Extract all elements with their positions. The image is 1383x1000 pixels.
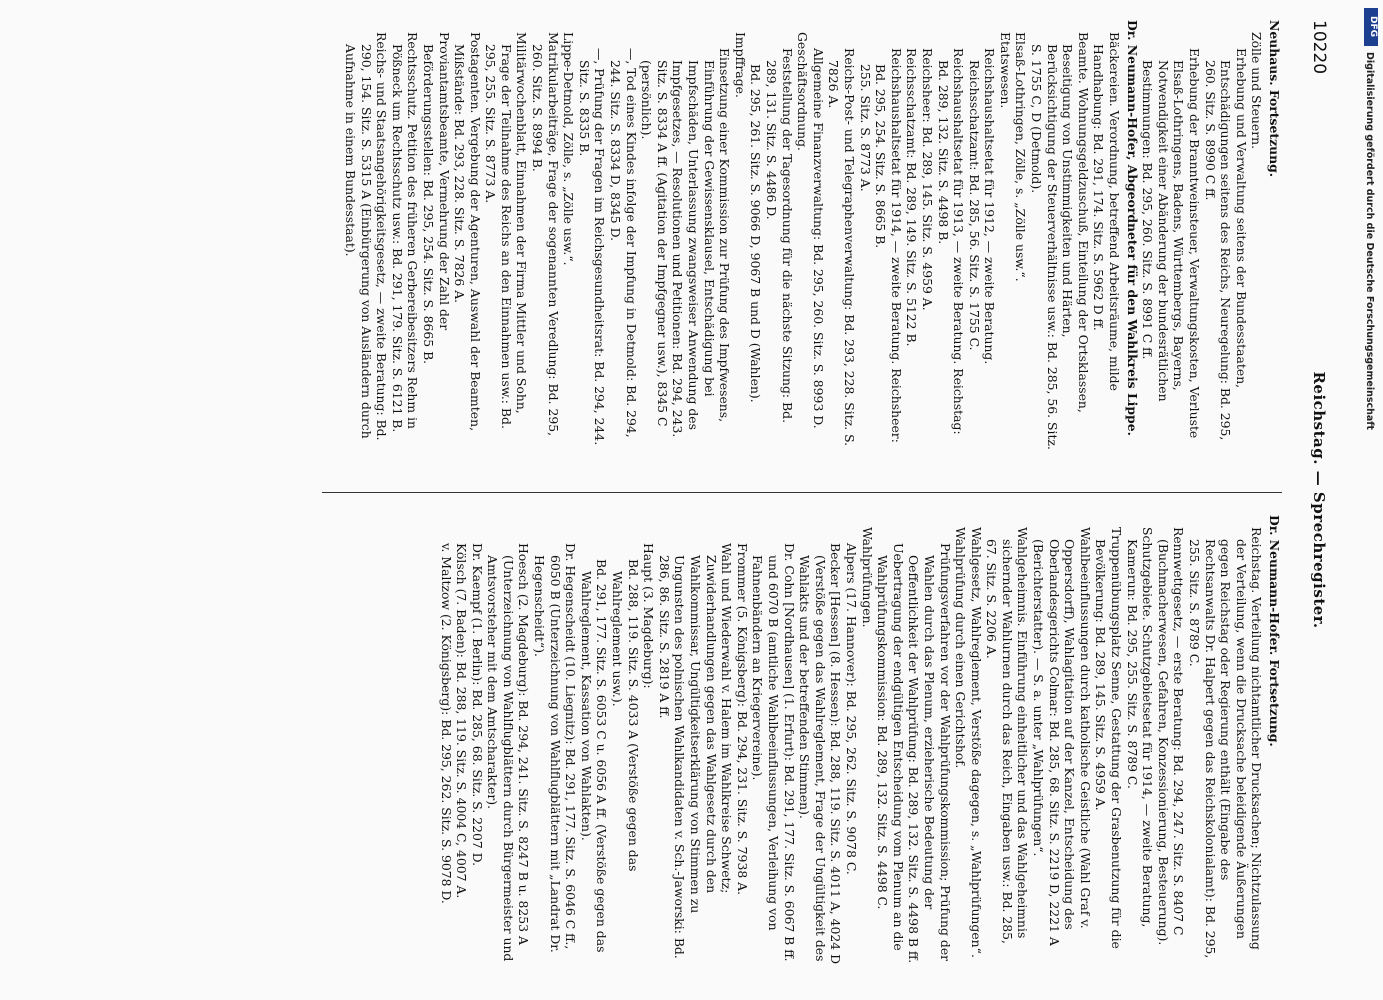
register-entry: Rechtsschutz. Petition des früheren Gerbereibesitzers Rehm in Pößneck um Rechtsschutz usw.: Bd. 291, 179. Sitz. S. 6121 B.	[389, 32, 421, 433]
register-entry: Erhebung der Branntweinsteuer, Verwaltungskosten, Verluste Elsaß-Lothringens, Badens, Württembergs, Bayerns, Notwendigkeit einer Abänderung der bundesrätlichen Bestimmungen: Bd. 295, 260. Sitz. S. 8991 C ff.	[1140, 48, 1203, 439]
column-divider	[322, 492, 1282, 493]
register-entry: Zölle und Steuern.	[1249, 32, 1265, 150]
register-entry: Bd. 291, 177. Sitz. S. 6053 C u. 6056 A ff. (Verstöße gegen das Wahlreglement, Kassation von Wahlakten).	[578, 559, 610, 953]
register-entry: Reichsheer: Bd. 289, 145. Sitz. S. 4959 A.	[919, 48, 935, 311]
register-entry: Rennwettgesetz, — erste Beratung: Bd. 294, 247. Sitz. S. 8407 C (Buchmacherwesen, Gefahren, Konzessionierung, Besteuerung).	[1155, 527, 1187, 946]
register-entry: Reichshaushaltsetat für 1914, — zweite Beratung. Reichsheer:	[888, 48, 904, 443]
register-entry: Kölsch (7. Baden): Bd. 288, 119. Sitz. S. 4004 C, 4007 A.	[454, 543, 470, 899]
register-entry: Hoesch (2. Magdeburg): Bd. 294, 241. Sitz. S. 8247 B u. 8253 A (Unterzeichnung von Wahlflugblättern durch Bürgermeister und Amtsvorsteher mit dem Amtscharakter).	[485, 543, 532, 962]
register-entry: Wahlbeeinflussungen durch katholische Geistliche (Wahl Graf v. Oppersdorff), Wahlagitation auf der Kanzel, Entscheidung des Oberlandesgerichts Colmar: Bd. 285, 68. Sitz. S. 2219 D, 2221 A (Berichterstatter). — S. a. unter „Wahlprüfungen“.	[1031, 527, 1093, 946]
register-entry: Postagenten. Vergebung der Agenturen, Auswahl der Beamten, Mißstände: Bd. 293, 228. Sitz. S. 7826 A.	[452, 32, 483, 432]
register-entry: Erhebung und Verwaltung seitens der Bundesstaaten, Entschädigungen seitens des Reichs, Neuregelung: Bd. 295, 260. Sitz. S. 8990 C ff.	[1202, 48, 1249, 441]
register-entry: Bd. 295, 261. Sitz. S. 9066 D, 9067 B und D (Wahlen).	[748, 64, 764, 403]
digitization-sidebar	[1362, 8, 1380, 993]
register-entry: Uebertragung der endgültigen Entscheidung vom Plenum an die Wahlprüfungskommission: Bd. 289, 132. Sitz. S. 4498 C.	[875, 543, 906, 951]
register-entry: Bd. 288, 119. Sitz. S. 4033 A (Verstöße gegen das Wahlreglement usw.).	[610, 559, 641, 872]
register-entry: Dr. Cohn [Nordhausen] (1. Erfurt): Bd. 291, 177. Sitz. S. 6067 B ff. und 6070 B (amtliche Wahlbeeinflussungen, Verleihung von Fahnenbändern an Kriegervereine).	[750, 543, 797, 962]
rotated-page-content	[50, 20, 1330, 980]
register-entry: Haupt (3. Magdeburg):	[641, 543, 657, 689]
register-entry: Reichs- und Staatsangehörigkeitsgesetz, — zweite Beratung: Bd. 290, 154. Sitz. S. 5315 A (Einbürgerung von Ausländern durch Aufnahme in einem Bundesstaat).	[342, 32, 390, 441]
dfg-logo: DFG	[1364, 8, 1378, 46]
register-entry: Reichs-Post- und Telegraphenverwaltung: Bd. 293, 228. Sitz. S. 7826 A.	[826, 48, 857, 447]
page-number: 10220	[1309, 20, 1329, 75]
page-header	[1290, 20, 1330, 980]
register-entry: Wahlgesetz, Wahlreglement, Verstöße dagegen, s. „Wahlprüfungen“.	[968, 527, 984, 958]
register-heading: Dr. Neumann-Hofer. Fortsetzung.	[1267, 515, 1282, 747]
register-entry: Beamte. Wohnungsgeldzuschuß, Einteilung der Ortsklassen, Beseitigung von Unstimmigkeiten und Härten, Berücksichtigung der Steuerverhältnisse usw.: Bd. 285, 56. Sitz. S. 1755 C, D (Detmold).	[1029, 32, 1091, 450]
register-entry: Impffrage.	[732, 32, 748, 98]
register-entry: Wahlprüfung durch einen Gerichtshof.	[953, 527, 969, 769]
register-entry: Matrikularbeiträge, Frage der sogenannten Veredlung: Bd. 295, 260. Sitz. S. 8994 B.	[530, 32, 561, 437]
register-entry: 255. Sitz. S. 8773 A.	[857, 64, 873, 192]
register-entry: Dr. Kaempf (1. Berlin): Bd. 285, 68. Sitz. S. 2207 D.	[469, 543, 485, 867]
register-heading: Dr. Neumann-Hofer, Abgeordneter für den Wahlkreis Lippe.	[1124, 20, 1140, 436]
register-entry: v. Maltzow (2. Königsberg): Bd. 295, 262. Sitz. S. 9078 D.	[438, 543, 454, 904]
register-entry: Allgemeine Finanzverwaltung: Bd. 295, 260. Sitz. S. 8993 D.	[810, 48, 826, 429]
register-entry: Alpers (17. Hannover): Bd. 295, 262. Sitz. S. 9078 C.	[843, 543, 859, 875]
register-entry: Wahlprüfungen.	[859, 527, 875, 628]
register-entry: Truppenübungsplatz Senne, Gestattung der Grasbenutzung für die Bevölkerung: Bd. 289, 145. Sitz. S. 4959 A.	[1093, 527, 1125, 949]
register-entry: Elsaß-Lothringen, Zölle, s. „Zölle usw.“.	[1013, 32, 1029, 282]
register-entry: Geschäftsordnung.	[795, 32, 811, 151]
register-entry: Proviantamtsbeamte, Vermehrung der Zahl der Beförderungsstellen: Bd. 295, 254. Sitz. S. 8665 B.	[420, 32, 452, 365]
register-entry: Etatswesen.	[997, 32, 1013, 109]
register-entry: Reichshaushaltsetat für 1913, — zweite Beratung. Reichstag: Bd. 289, 132. Sitz. S. 4498 B.	[935, 48, 967, 435]
register-entry: Militärwochenblatt, Einnahmen der Firma Mittler und Sohn, Frage der Teilnahme des Reichs an den Einnahmen usw.: Bd. 295, 255. Sitz. S. 8773 A.	[483, 32, 530, 429]
register-entry: Frommer (5. Königsberg): Bd. 294, 231. Sitz. S. 7938 A.	[734, 543, 750, 896]
register-entry: Reichshaushaltsetat für 1912, — zweite Beratung. Reichsschatzamt: Bd. 285, 56. Sitz. S. 1755 C.	[966, 48, 998, 365]
register-entry: Wahlgeheimnis. Einführung einheitlicher und das Wahlgeheimnis sichernder Wahlurnen durch das Reich, Eingaben usw.: Bd. 285, 67. Sitz. S. 2206 A.	[984, 527, 1031, 944]
register-entry: Bäckereien. Verordnung, betreffend Arbeitsräume, milde Handhabung: Bd. 291, 174. Sitz. S. 5962 D ff.	[1091, 32, 1123, 391]
register-entry: Schutzgebiete. Schutzgebietsetat für 1914, — zweite Beratung, Kamerun: Bd. 295, 255. Sitz. S. 8789 C.	[1124, 527, 1156, 928]
register-entry: Einsetzung einer Kommission zur Prüfung des Impfwesens, Einführung der Gewissensklausel, Entschädigung bei Impfschäden, Unterlassung zwangsweiser Anwendung des Impfgesetzes, — Resolutionen und Petitionen: Bd. 294, 243. Sitz. S. 8334 A ff. (Agitation der Impfgegner usw.), 8345 C (persönlich).	[639, 48, 733, 438]
register-entry: —, Tod eines Kindes infolge der Impfung in Detmold: Bd. 294, 244. Sitz. S. 8334 D, 8345 D.	[608, 48, 639, 438]
register-entry: Bd. 295, 254. Sitz. S. 8665 B.	[873, 64, 889, 249]
register-heading: Neuhaus. Fortsetzung.	[1267, 20, 1282, 178]
register-entry: Dr. Hegenscheidt (10. Liegnitz): Bd. 291, 177. Sitz. S. 6046 C ff., 6050 B (Unterzeichnung von Wahlflugblättern mit „Landrat Dr. Hegenscheidt“).	[532, 543, 579, 953]
register-entry: Reichsschatzamt: Bd. 289, 149. Sitz. S. 5122 B.	[904, 48, 920, 347]
right-column	[438, 515, 1282, 965]
running-title: Reichstag. — Sprechregister.	[1310, 371, 1328, 629]
register-entry: Prüfungsverfahren vor der Wahlprüfungskommission; Prüfung der Wahlen durch das Plenum, erzieherische Bedeutung der Oeffentlichkeit der Wahlprüfung: Bd. 289, 132. Sitz. S. 4498 B ff.	[906, 543, 953, 964]
register-entry: Lippe-Detmold, Zölle, s. „Zölle usw.“.	[561, 32, 577, 266]
register-entry: Becker [Hessen] (8. Hessen): Bd. 288, 119. Sitz. S. 4011 A, 4024 D (Verstöße gegen das Wahlreglement, Frage der Ungültigkeit des Wahlakts und der betreffenden Stimmen).	[797, 543, 844, 964]
register-entry: Wahl und Wiederwahl v. Halem im Wahlkreise Schwetz; Zuwiderhandlungen gegen das Wahlgesetz durch den Wahlkommissar, Ungültigkeitserklärung von Stimmen zu Ungunsten des polnischen Wahlkandidaten v. Sch.-Jaworski: Bd. 286, 86. Sitz. S. 2819 A ff.	[656, 543, 735, 959]
register-entry: Reichstag. Verteilung nichtamtlicher Drucksachen; Nichtzulassung der Verteilung, wenn die Drucksache beleidigende Äußerungen gegen Reichstag oder Regierung enthält (Eingabe des Rechtsanwalts Dr. Halpert gegen das Reichskolonialamt): Bd. 295, 255. Sitz. S. 8789 C.	[1187, 527, 1265, 959]
left-column	[342, 20, 1282, 450]
digitization-note: Digitalisierung gefördert durch die Deutsche Forschungsgemeinschaft	[1364, 52, 1375, 430]
register-entry: —, Prüfung der Fragen im Reichsgesundheitsrat: Bd. 294, 244. Sitz. S. 8335 B.	[576, 48, 608, 446]
register-entry: Feststellung der Tagesordnung für die nächste Sitzung: Bd. 289, 131. Sitz. S. 4486 D.	[764, 48, 795, 424]
